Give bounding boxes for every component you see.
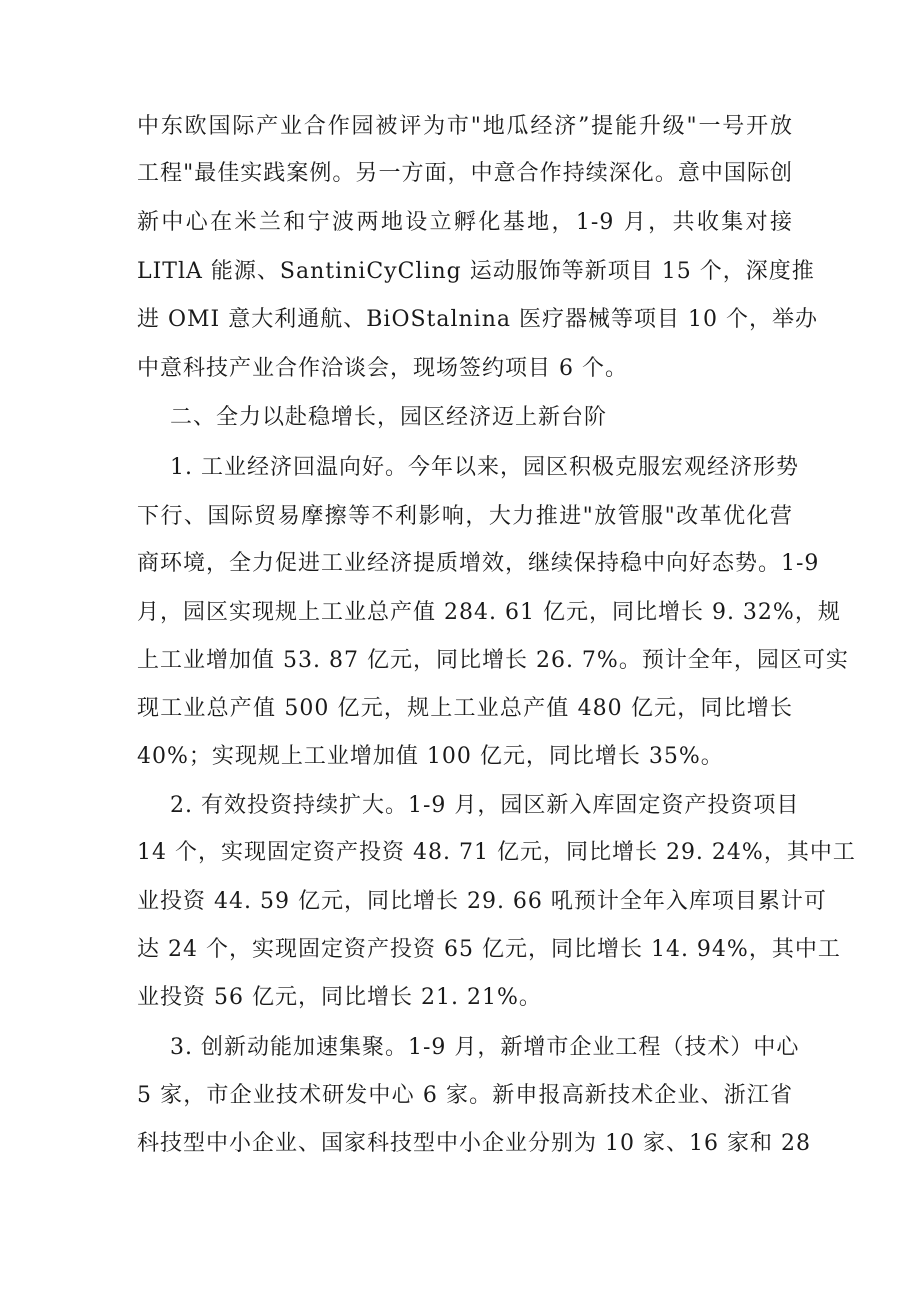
paragraph-line: 中意科技产业合作洽谈会，现场签约项目 6 个。 bbox=[137, 356, 628, 381]
paragraph-line: 业投资 56 亿元，同比增长 21. 21%。 bbox=[137, 985, 542, 1010]
paragraph-line: 40%；实现规上工业增加值 100 亿元，同比增长 35%。 bbox=[137, 744, 724, 769]
paragraph-line: 5 家，市企业技术研发中心 6 家。新申报高新技术企业、浙江省 bbox=[137, 1083, 793, 1108]
paragraph-line: 进 OMI 意大利通航、BiOStalnina 医疗器械等项目 10 个，举办 bbox=[137, 307, 819, 332]
paragraph-line: 新中心在米兰和宁波两地设立孵化基地，1-9 月，共收集对接 bbox=[137, 210, 793, 235]
paragraph-line: 1. 工业经济回温向好。今年以来，园区积极克服宏观经济形势 bbox=[170, 455, 799, 480]
paragraph-line: 上工业增加值 53. 87 亿元，同比增长 26. 7%。预计全年，园区可实 bbox=[137, 648, 849, 673]
section-heading: 二、全力以赴稳增长，园区经济迈上新台阶 bbox=[170, 405, 608, 430]
paragraph-line: 下行、国际贸易摩擦等不利影响，大力推进"放管服"改革优化营 bbox=[137, 504, 793, 529]
paragraph-line: 达 24 个，实现固定资产投资 65 亿元，同比增长 14. 94%，其中工 bbox=[137, 937, 841, 962]
paragraph-line: 中东欧国际产业合作园被评为市"地瓜经济”提能升级"一号开放 bbox=[137, 114, 793, 139]
paragraph-line: 商环境，全力促进工业经济提质增效，继续保持稳中向好态势。1-9 bbox=[137, 551, 820, 576]
paragraph-line: 14 个，实现固定资产投资 48. 71 亿元，同比增长 29. 24%，其中工 bbox=[137, 840, 856, 865]
paragraph-line: 3. 创新动能加速集聚。1-9 月，新增市企业工程（技术）中心 bbox=[170, 1035, 800, 1060]
paragraph-line: 业投资 44. 59 亿元，同比增长 29. 66 吼预计全年入库项目累计可 bbox=[137, 889, 827, 914]
paragraph-line: 科技型中小企业、国家科技型中小企业分别为 10 家、16 家和 28 bbox=[137, 1131, 811, 1156]
paragraph-line: 现工业总产值 500 亿元，规上工业总产值 480 亿元，同比增长 bbox=[137, 696, 793, 721]
paragraph-line: 月，园区实现规上工业总产值 284. 61 亿元，同比增长 9. 32%，规 bbox=[137, 600, 841, 625]
paragraph-line: 2. 有效投资持续扩大。1-9 月，园区新入库固定资产投资项目 bbox=[170, 793, 800, 818]
paragraph-line: 工程"最佳实践案例。另一方面，中意合作持续深化。意中国际创 bbox=[137, 161, 793, 186]
paragraph-line: LITlA 能源、SantiniCyCling 运动服饰等新项目 15 个，深度推 bbox=[137, 259, 815, 284]
